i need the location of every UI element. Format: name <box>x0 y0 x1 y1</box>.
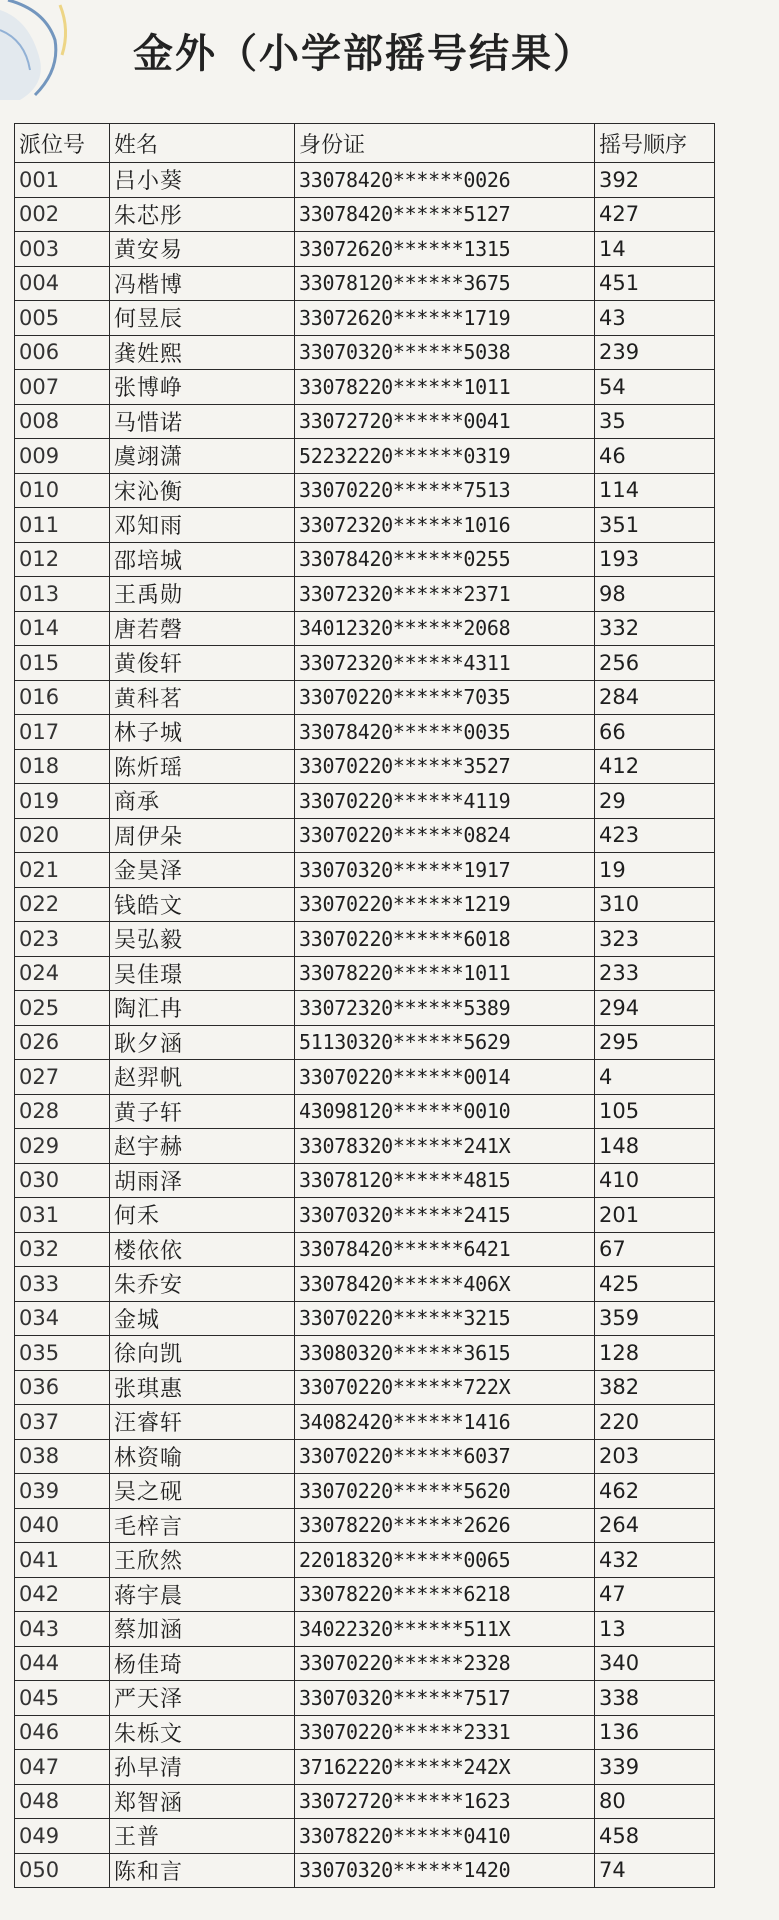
cell-lottery-order: 35 <box>595 404 715 439</box>
table-row <box>15 1612 715 1647</box>
table-row <box>15 887 715 922</box>
cell-id-card: 33070320******5038 <box>295 335 595 370</box>
table-row <box>15 1405 715 1440</box>
cell-name: 胡雨泽 <box>110 1163 295 1198</box>
cell-id-card: 33078120******4815 <box>295 1163 595 1198</box>
table-row <box>15 163 715 198</box>
cell-id-card: 33070220******722X <box>295 1370 595 1405</box>
cell-assignment-no: 026 <box>15 1025 110 1060</box>
cell-id-card: 33080320******3615 <box>295 1336 595 1371</box>
cell-lottery-order: 462 <box>595 1474 715 1509</box>
cell-id-card: 34082420******1416 <box>295 1405 595 1440</box>
cell-assignment-no: 011 <box>15 508 110 543</box>
table-row <box>15 1819 715 1854</box>
cell-id-card: 33078120******3675 <box>295 266 595 301</box>
table-row <box>15 1508 715 1543</box>
cell-name: 郑智涵 <box>110 1784 295 1819</box>
cell-name: 张博峥 <box>110 370 295 405</box>
table-row <box>15 1750 715 1785</box>
cell-lottery-order: 339 <box>595 1750 715 1785</box>
table-row <box>15 232 715 267</box>
cell-lottery-order: 54 <box>595 370 715 405</box>
cell-assignment-no: 002 <box>15 197 110 232</box>
cell-lottery-order: 392 <box>595 163 715 198</box>
cell-id-card: 33072320******2371 <box>295 577 595 612</box>
cell-name: 朱芯彤 <box>110 197 295 232</box>
cell-lottery-order: 74 <box>595 1853 715 1888</box>
cell-lottery-order: 410 <box>595 1163 715 1198</box>
cell-name: 陈炘瑶 <box>110 749 295 784</box>
cell-id-card: 33070320******7517 <box>295 1681 595 1716</box>
cell-name: 黄俊轩 <box>110 646 295 681</box>
cell-id-card: 33070220******3215 <box>295 1301 595 1336</box>
cell-name: 何禾 <box>110 1198 295 1233</box>
cell-id-card: 33078420******406X <box>295 1267 595 1302</box>
cell-name: 朱乔安 <box>110 1267 295 1302</box>
cell-lottery-order: 47 <box>595 1577 715 1612</box>
cell-assignment-no: 049 <box>15 1819 110 1854</box>
cell-lottery-order: 136 <box>595 1715 715 1750</box>
cell-name: 王欣然 <box>110 1543 295 1578</box>
cell-assignment-no: 006 <box>15 335 110 370</box>
table-row <box>15 542 715 577</box>
cell-name: 杨佳琦 <box>110 1646 295 1681</box>
cell-lottery-order: 13 <box>595 1612 715 1647</box>
cell-id-card: 33072620******1315 <box>295 232 595 267</box>
cell-assignment-no: 033 <box>15 1267 110 1302</box>
cell-lottery-order: 432 <box>595 1543 715 1578</box>
cell-name: 王禹勋 <box>110 577 295 612</box>
table-row <box>15 1474 715 1509</box>
cell-id-card: 52232220******0319 <box>295 439 595 474</box>
cell-name: 唐若磬 <box>110 611 295 646</box>
table-row <box>15 301 715 336</box>
table-row <box>15 1577 715 1612</box>
cell-assignment-no: 042 <box>15 1577 110 1612</box>
cell-id-card: 33070220******1219 <box>295 887 595 922</box>
cell-name: 赵羿帆 <box>110 1060 295 1095</box>
header-id-card: 身份证 <box>295 124 595 163</box>
cell-id-card: 33072320******5389 <box>295 991 595 1026</box>
cell-id-card: 33072620******1719 <box>295 301 595 336</box>
cell-assignment-no: 017 <box>15 715 110 750</box>
cell-assignment-no: 036 <box>15 1370 110 1405</box>
cell-assignment-no: 030 <box>15 1163 110 1198</box>
cell-name: 徐向凯 <box>110 1336 295 1371</box>
cell-lottery-order: 451 <box>595 266 715 301</box>
cell-assignment-no: 047 <box>15 1750 110 1785</box>
cell-name: 吕小葵 <box>110 163 295 198</box>
cell-lottery-order: 203 <box>595 1439 715 1474</box>
cell-assignment-no: 048 <box>15 1784 110 1819</box>
table-row <box>15 335 715 370</box>
table-row <box>15 646 715 681</box>
cell-name: 冯楷博 <box>110 266 295 301</box>
cell-assignment-no: 001 <box>15 163 110 198</box>
table-body <box>15 163 715 1888</box>
table-row <box>15 991 715 1026</box>
cell-assignment-no: 003 <box>15 232 110 267</box>
header-lottery-order: 摇号顺序 <box>595 124 715 163</box>
cell-name: 黄科茗 <box>110 680 295 715</box>
cell-name: 黄子轩 <box>110 1094 295 1129</box>
cell-id-card: 33070320******1917 <box>295 853 595 888</box>
cell-id-card: 37162220******242X <box>295 1750 595 1785</box>
table-row <box>15 1025 715 1060</box>
header-assignment-no: 派位号 <box>15 124 110 163</box>
cell-lottery-order: 220 <box>595 1405 715 1440</box>
cell-assignment-no: 029 <box>15 1129 110 1164</box>
cell-assignment-no: 035 <box>15 1336 110 1371</box>
cell-assignment-no: 022 <box>15 887 110 922</box>
cell-assignment-no: 016 <box>15 680 110 715</box>
cell-name: 吴之砚 <box>110 1474 295 1509</box>
cell-assignment-no: 034 <box>15 1301 110 1336</box>
table-row <box>15 611 715 646</box>
cell-id-card: 33070220******7513 <box>295 473 595 508</box>
cell-id-card: 33078220******6218 <box>295 1577 595 1612</box>
table-row <box>15 1715 715 1750</box>
cell-lottery-order: 458 <box>595 1819 715 1854</box>
cell-lottery-order: 340 <box>595 1646 715 1681</box>
cell-assignment-no: 021 <box>15 853 110 888</box>
cell-name: 赵宇赫 <box>110 1129 295 1164</box>
cell-assignment-no: 044 <box>15 1646 110 1681</box>
cell-id-card: 33070220******5620 <box>295 1474 595 1509</box>
table-row <box>15 680 715 715</box>
cell-id-card: 33070320******2415 <box>295 1198 595 1233</box>
cell-assignment-no: 037 <box>15 1405 110 1440</box>
cell-assignment-no: 040 <box>15 1508 110 1543</box>
cell-name: 毛梓言 <box>110 1508 295 1543</box>
table-row <box>15 1232 715 1267</box>
cell-assignment-no: 012 <box>15 542 110 577</box>
table-row <box>15 922 715 957</box>
cell-id-card: 33072320******1016 <box>295 508 595 543</box>
table-row <box>15 1646 715 1681</box>
cell-name: 邓知雨 <box>110 508 295 543</box>
table-row <box>15 715 715 750</box>
cell-assignment-no: 023 <box>15 922 110 957</box>
corner-decoration <box>0 0 90 100</box>
cell-name: 王普 <box>110 1819 295 1854</box>
cell-lottery-order: 359 <box>595 1301 715 1336</box>
table-row <box>15 1094 715 1129</box>
cell-name: 楼依依 <box>110 1232 295 1267</box>
table-header-row <box>15 124 715 163</box>
cell-id-card: 51130320******5629 <box>295 1025 595 1060</box>
table-row <box>15 1543 715 1578</box>
cell-lottery-order: 193 <box>595 542 715 577</box>
cell-name: 龚姓熙 <box>110 335 295 370</box>
cell-name: 蒋宇晨 <box>110 1577 295 1612</box>
cell-assignment-no: 008 <box>15 404 110 439</box>
cell-lottery-order: 295 <box>595 1025 715 1060</box>
cell-lottery-order: 382 <box>595 1370 715 1405</box>
cell-assignment-no: 028 <box>15 1094 110 1129</box>
cell-id-card: 33078220******1011 <box>295 370 595 405</box>
table-row <box>15 784 715 819</box>
cell-id-card: 33078420******0035 <box>295 715 595 750</box>
cell-name: 何昱辰 <box>110 301 295 336</box>
cell-name: 陈和言 <box>110 1853 295 1888</box>
cell-id-card: 33070220******0014 <box>295 1060 595 1095</box>
cell-name: 邵培城 <box>110 542 295 577</box>
cell-assignment-no: 013 <box>15 577 110 612</box>
cell-assignment-no: 027 <box>15 1060 110 1095</box>
cell-lottery-order: 338 <box>595 1681 715 1716</box>
table-row <box>15 818 715 853</box>
cell-id-card: 33078320******241X <box>295 1129 595 1164</box>
cell-assignment-no: 039 <box>15 1474 110 1509</box>
cell-name: 黄安易 <box>110 232 295 267</box>
cell-assignment-no: 046 <box>15 1715 110 1750</box>
cell-name: 蔡加涵 <box>110 1612 295 1647</box>
cell-assignment-no: 043 <box>15 1612 110 1647</box>
cell-name: 耿夕涵 <box>110 1025 295 1060</box>
cell-name: 陶汇冉 <box>110 991 295 1026</box>
cell-lottery-order: 427 <box>595 197 715 232</box>
cell-id-card: 33070220******3527 <box>295 749 595 784</box>
cell-lottery-order: 98 <box>595 577 715 612</box>
cell-name: 朱栎文 <box>110 1715 295 1750</box>
cell-assignment-no: 045 <box>15 1681 110 1716</box>
cell-id-card: 33070220******7035 <box>295 680 595 715</box>
cell-lottery-order: 114 <box>595 473 715 508</box>
cell-lottery-order: 19 <box>595 853 715 888</box>
cell-assignment-no: 041 <box>15 1543 110 1578</box>
cell-lottery-order: 423 <box>595 818 715 853</box>
cell-id-card: 33078220******1011 <box>295 956 595 991</box>
table-row <box>15 1129 715 1164</box>
cell-lottery-order: 323 <box>595 922 715 957</box>
cell-assignment-no: 004 <box>15 266 110 301</box>
cell-lottery-order: 14 <box>595 232 715 267</box>
cell-name: 吴佳璟 <box>110 956 295 991</box>
table-row <box>15 1853 715 1888</box>
cell-lottery-order: 294 <box>595 991 715 1026</box>
cell-assignment-no: 038 <box>15 1439 110 1474</box>
table-row <box>15 439 715 474</box>
cell-name: 林资喻 <box>110 1439 295 1474</box>
table-row <box>15 1370 715 1405</box>
table-row <box>15 1336 715 1371</box>
cell-assignment-no: 005 <box>15 301 110 336</box>
table-row <box>15 508 715 543</box>
table-row <box>15 1267 715 1302</box>
table-row <box>15 577 715 612</box>
cell-lottery-order: 4 <box>595 1060 715 1095</box>
cell-name: 钱皓文 <box>110 887 295 922</box>
table-row <box>15 1301 715 1336</box>
cell-name: 马惜诺 <box>110 404 295 439</box>
cell-id-card: 33078220******0410 <box>295 1819 595 1854</box>
table-row <box>15 1198 715 1233</box>
cell-id-card: 33070220******6037 <box>295 1439 595 1474</box>
lottery-result-table <box>14 123 715 1888</box>
cell-name: 周伊朵 <box>110 818 295 853</box>
cell-name: 金昊泽 <box>110 853 295 888</box>
cell-name: 孙早清 <box>110 1750 295 1785</box>
cell-id-card: 34012320******2068 <box>295 611 595 646</box>
cell-lottery-order: 264 <box>595 1508 715 1543</box>
cell-lottery-order: 67 <box>595 1232 715 1267</box>
table-row <box>15 853 715 888</box>
cell-lottery-order: 256 <box>595 646 715 681</box>
cell-lottery-order: 148 <box>595 1129 715 1164</box>
cell-name: 虞翊潇 <box>110 439 295 474</box>
table-row <box>15 370 715 405</box>
cell-lottery-order: 239 <box>595 335 715 370</box>
cell-lottery-order: 310 <box>595 887 715 922</box>
cell-id-card: 33070220******0824 <box>295 818 595 853</box>
cell-assignment-no: 015 <box>15 646 110 681</box>
cell-lottery-order: 128 <box>595 1336 715 1371</box>
cell-lottery-order: 412 <box>595 749 715 784</box>
cell-id-card: 33078420******0255 <box>295 542 595 577</box>
table-row <box>15 473 715 508</box>
header-name: 姓名 <box>110 124 295 163</box>
cell-name: 林子城 <box>110 715 295 750</box>
table-row <box>15 1681 715 1716</box>
cell-id-card: 22018320******0065 <box>295 1543 595 1578</box>
cell-id-card: 33070320******1420 <box>295 1853 595 1888</box>
cell-id-card: 33070220******2328 <box>295 1646 595 1681</box>
cell-assignment-no: 010 <box>15 473 110 508</box>
cell-assignment-no: 018 <box>15 749 110 784</box>
cell-assignment-no: 031 <box>15 1198 110 1233</box>
table-row <box>15 404 715 439</box>
page-title: 金外（小学部摇号结果） <box>133 31 595 77</box>
cell-id-card: 33072720******0041 <box>295 404 595 439</box>
cell-assignment-no: 024 <box>15 956 110 991</box>
cell-name: 商承 <box>110 784 295 819</box>
cell-name: 宋沁衡 <box>110 473 295 508</box>
cell-lottery-order: 66 <box>595 715 715 750</box>
cell-id-card: 34022320******511X <box>295 1612 595 1647</box>
cell-name: 金城 <box>110 1301 295 1336</box>
cell-lottery-order: 425 <box>595 1267 715 1302</box>
cell-assignment-no: 019 <box>15 784 110 819</box>
cell-name: 吴弘毅 <box>110 922 295 957</box>
cell-lottery-order: 332 <box>595 611 715 646</box>
cell-lottery-order: 284 <box>595 680 715 715</box>
cell-id-card: 33072720******1623 <box>295 1784 595 1819</box>
cell-id-card: 33070220******2331 <box>295 1715 595 1750</box>
cell-id-card: 33070220******4119 <box>295 784 595 819</box>
cell-lottery-order: 351 <box>595 508 715 543</box>
cell-lottery-order: 46 <box>595 439 715 474</box>
cell-assignment-no: 025 <box>15 991 110 1026</box>
cell-assignment-no: 009 <box>15 439 110 474</box>
cell-assignment-no: 007 <box>15 370 110 405</box>
cell-id-card: 33078420******0026 <box>295 163 595 198</box>
cell-id-card: 33078220******2626 <box>295 1508 595 1543</box>
cell-lottery-order: 201 <box>595 1198 715 1233</box>
cell-lottery-order: 80 <box>595 1784 715 1819</box>
cell-id-card: 43098120******0010 <box>295 1094 595 1129</box>
cell-name: 张琪惠 <box>110 1370 295 1405</box>
cell-lottery-order: 29 <box>595 784 715 819</box>
cell-name: 汪睿轩 <box>110 1405 295 1440</box>
cell-lottery-order: 233 <box>595 956 715 991</box>
table-row <box>15 1784 715 1819</box>
table-row <box>15 266 715 301</box>
cell-name: 严天泽 <box>110 1681 295 1716</box>
cell-assignment-no: 050 <box>15 1853 110 1888</box>
cell-lottery-order: 105 <box>595 1094 715 1129</box>
cell-id-card: 33078420******6421 <box>295 1232 595 1267</box>
cell-id-card: 33072320******4311 <box>295 646 595 681</box>
table-row <box>15 1439 715 1474</box>
table-row <box>15 197 715 232</box>
cell-id-card: 33078420******5127 <box>295 197 595 232</box>
cell-lottery-order: 43 <box>595 301 715 336</box>
table-row <box>15 1060 715 1095</box>
table-row <box>15 956 715 991</box>
cell-assignment-no: 020 <box>15 818 110 853</box>
table-row <box>15 749 715 784</box>
cell-assignment-no: 032 <box>15 1232 110 1267</box>
table-row <box>15 1163 715 1198</box>
cell-assignment-no: 014 <box>15 611 110 646</box>
cell-id-card: 33070220******6018 <box>295 922 595 957</box>
